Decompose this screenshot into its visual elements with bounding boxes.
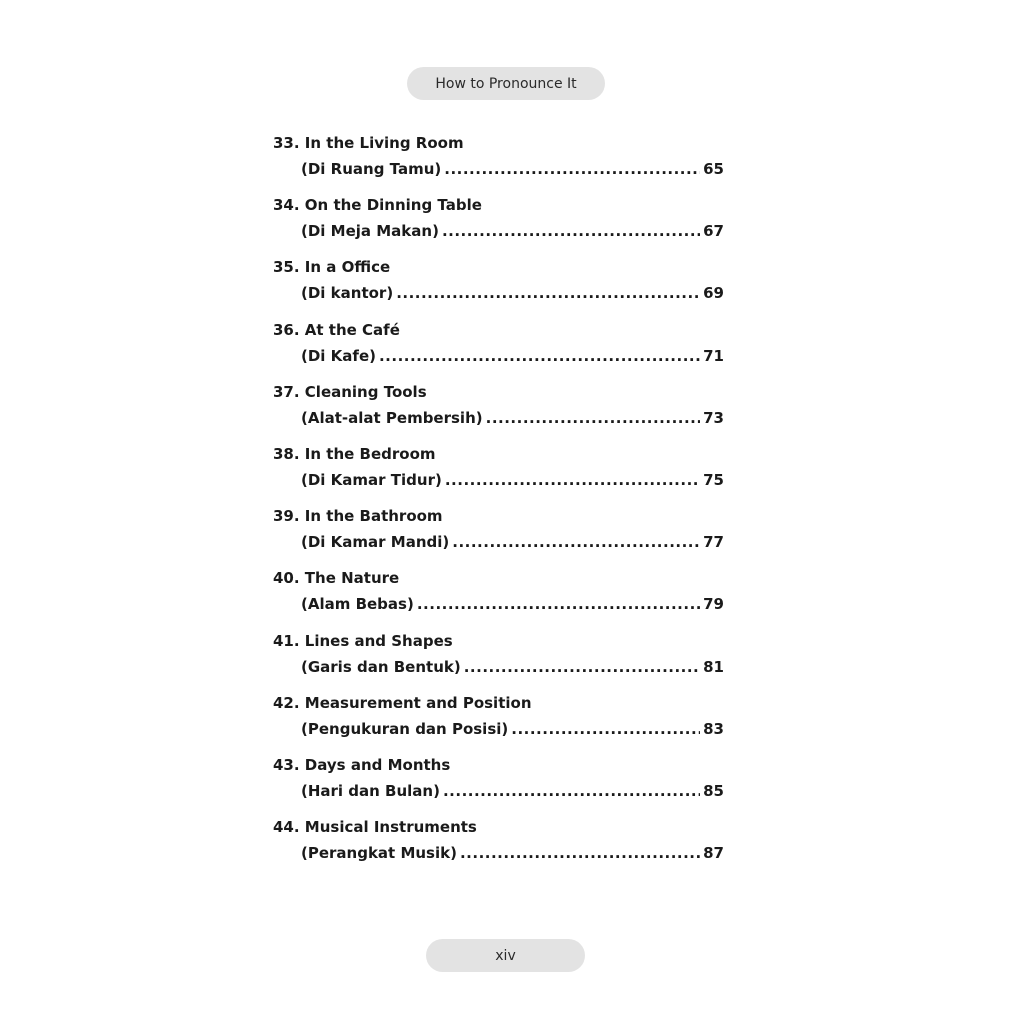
toc-entry-page: 67 (703, 222, 724, 241)
dot-leader (442, 220, 700, 242)
running-header-title: How to Pronounce It (435, 75, 577, 92)
toc-entry-title: 44. Musical Instruments (273, 818, 477, 837)
toc-entry-line (301, 593, 724, 615)
dot-leader (417, 593, 700, 615)
toc-entry-title: 40. The Nature (273, 569, 400, 588)
toc-entry-page: 85 (703, 781, 724, 800)
toc-entry[interactable] (273, 319, 724, 381)
running-header (407, 67, 605, 100)
toc-entry[interactable] (273, 443, 724, 505)
toc-entry-line (301, 656, 724, 678)
toc-entry-line (301, 780, 724, 802)
toc-entry-title: 34. On the Dinning Table (273, 196, 482, 215)
toc-entry-subtitle: (Perangkat Musik) (301, 844, 457, 863)
toc-entry-line (301, 531, 724, 553)
table-of-contents (273, 132, 724, 878)
toc-entry-title: 37. Cleaning Tools (273, 382, 427, 401)
toc-entry[interactable] (273, 132, 724, 194)
toc-entry[interactable] (273, 256, 724, 318)
toc-entry-title: 35. In a Office (273, 258, 391, 277)
toc-entry-line (301, 345, 724, 367)
toc-entry[interactable] (273, 630, 724, 692)
toc-entry-page: 81 (703, 657, 724, 676)
toc-entry-page: 65 (703, 160, 724, 178)
toc-entry-page: 69 (703, 284, 724, 303)
dot-leader (452, 531, 700, 553)
toc-entry-page: 71 (703, 346, 724, 365)
toc-entry-subtitle: (Alat-alat Pembersih) (301, 408, 483, 427)
toc-entry-subtitle: (Di kantor) (301, 284, 394, 303)
toc-entry-title: 39. In the Bathroom (273, 507, 443, 526)
toc-entry-subtitle: (Di Kamar Mandi) (301, 533, 450, 552)
dot-leader (486, 407, 701, 429)
dot-leader (464, 656, 700, 678)
dot-leader (460, 842, 700, 864)
toc-entry-page: 77 (703, 533, 724, 552)
toc-entry-title: 38. In the Bedroom (273, 444, 436, 463)
toc-entry-line (301, 158, 724, 180)
toc-entry-title: 42. Measurement and Position (273, 693, 532, 712)
toc-entry-line (301, 220, 724, 242)
toc-entry-line (301, 842, 724, 864)
toc-entry-subtitle: (Garis dan Bentuk) (301, 657, 461, 676)
page-number-footer (426, 939, 585, 972)
toc-entry[interactable] (273, 754, 724, 816)
toc-entry-page: 87 (703, 844, 724, 863)
toc-entry-subtitle: (Di Ruang Tamu) (301, 160, 442, 178)
dot-leader (445, 469, 700, 491)
toc-entry-title: 41. Lines and Shapes (273, 631, 453, 650)
toc-entry[interactable] (273, 692, 724, 754)
toc-entry-subtitle: (Hari dan Bulan) (301, 781, 440, 800)
toc-entry-title: 43. Days and Months (273, 755, 451, 774)
dot-leader (511, 718, 700, 740)
dot-leader (444, 158, 700, 180)
toc-entry-subtitle: (Di Kamar Tidur) (301, 470, 442, 489)
toc-entry-title: 36. At the Café (273, 320, 400, 339)
toc-entry-page: 75 (703, 470, 724, 489)
toc-entry-subtitle: (Di Meja Makan) (301, 222, 439, 241)
toc-entry-line (301, 282, 724, 304)
toc-entry[interactable] (273, 816, 724, 878)
page-number: xiv (495, 947, 516, 964)
toc-entry-subtitle: (Di Kafe) (301, 346, 376, 365)
toc-entry-subtitle: (Alam Bebas) (301, 595, 414, 614)
toc-entry-line (301, 469, 724, 491)
toc-entry-subtitle: (Pengukuran dan Posisi) (301, 719, 509, 738)
toc-entry[interactable] (273, 381, 724, 443)
toc-entry-title: 33. In the Living Room (273, 134, 464, 152)
dot-leader (379, 345, 700, 367)
toc-entry-line (301, 407, 724, 429)
toc-entry[interactable] (273, 505, 724, 567)
toc-entry[interactable] (273, 567, 724, 629)
toc-entry-page: 83 (703, 719, 724, 738)
toc-entry-page: 73 (703, 408, 724, 427)
dot-leader (443, 780, 700, 802)
dot-leader (396, 282, 700, 304)
toc-entry-line (301, 718, 724, 740)
toc-entry-page: 79 (703, 595, 724, 614)
toc-entry[interactable] (273, 194, 724, 256)
